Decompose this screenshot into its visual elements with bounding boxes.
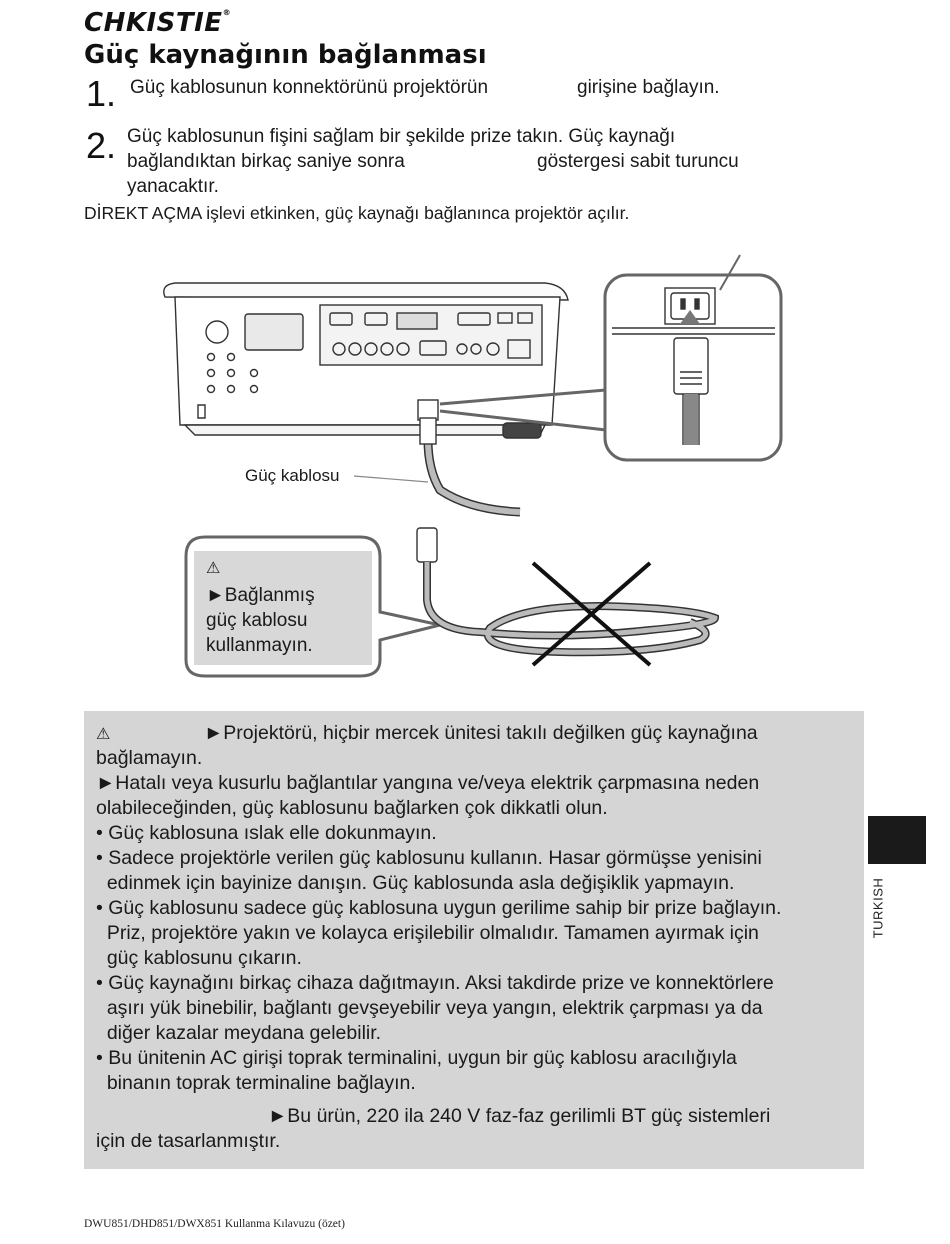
step-2-line-1: Güç kablosunun fişini sağlam bir şekilde prize takın. Güç kaynağı: [127, 126, 676, 147]
warning-line-8: • Güç kablosunu sadece güç kablosuna uygun gerilime sahip bir prize bağlayın.: [96, 897, 782, 919]
warning-icon: ⚠: [96, 726, 111, 743]
page-title: Güç kaynağının bağlanması: [84, 40, 487, 70]
warning-line-7: edinmek için bayinize danışın. Güç kablosunda asla değişiklik yapmayın.: [96, 872, 735, 894]
language-side-text: TURKISH: [870, 877, 886, 939]
registered-mark: ®: [222, 8, 232, 17]
brand-logo-text: CHKISTIE: [84, 8, 223, 38]
warning-line-3: ►Hatalı veya kusurlu bağlantılar yangına ve/veya elektrik çarpmasına neden: [96, 772, 760, 794]
brand-logo: [84, 8, 231, 38]
warning-line-10: güç kablosunu çıkarın.: [96, 947, 302, 969]
warning-line-13: diğer kazalar meydana gelebilir.: [96, 1022, 382, 1044]
projector-rear-drawing: [164, 283, 568, 438]
step-2-line-3: yanacaktır.: [127, 176, 219, 197]
warning-line-4: olabileceğinden, güç kablosunu bağlarken çok dikkatli olun.: [96, 797, 608, 819]
callout-warning-icon: ⚠: [206, 560, 221, 577]
warning-line-5: • Güç kablosuna ıslak elle dokunmayın.: [96, 822, 437, 844]
warning-line-12: aşırı yük binebilir, bağlantı gevşeyebilir veya yangın, elektrik çarpması ya da: [96, 997, 763, 1019]
cable-label-leader: [354, 476, 428, 482]
chapter-tab: [868, 816, 926, 864]
direct-on-note: DİREKT AÇMA işlevi etkinken, güç kaynağı bağlanınca projektör açılır.: [84, 203, 630, 223]
step-2-line-2b: göstergesi sabit turuncu: [537, 151, 739, 172]
callout-line-3: kullanmayın.: [206, 635, 313, 656]
warning-line-17: için de tasarlanmıştır.: [96, 1130, 281, 1152]
step-1-number: 1.: [86, 73, 117, 114]
page-footer: DWU851/DHD851/DWX851 Kullanma Kılavuzu (özet): [84, 1218, 345, 1230]
warning-line-9: Priz, projektöre yakın ve kolayca erişilebilir olmalıdır. Tamamen ayırmak için: [96, 922, 759, 944]
callout-line-2: güç kablosu: [206, 610, 308, 631]
step-1-text-a: Güç kablosunun konnektörünü projektörün: [130, 77, 489, 98]
language-side-label: [866, 868, 890, 948]
warning-line-6: • Sadece projektörle verilen güç kablosunu kullanın. Hasar görmüşse yenisini: [96, 847, 762, 869]
bundled-cable-drawing: [417, 528, 715, 665]
warning-line-1: ►Projektörü, hiçbir mercek ünitesi takılı değilken güç kaynağına: [204, 722, 758, 744]
warning-line-14: • Bu ünitenin AC girişi toprak terminalini, uygun bir güç kablosu aracılığıyla: [96, 1047, 737, 1069]
warning-line-15: binanın toprak terminaline bağlayın.: [96, 1072, 416, 1094]
step-2-line-2a: bağlandıktan birkaç saniye sonra: [127, 151, 405, 172]
step-2-number: 2.: [86, 125, 117, 166]
power-connection-illustration: [0, 240, 950, 710]
power-cable-label: Güç kablosu: [245, 466, 340, 485]
warning-line-11: • Güç kaynağını birkaç cihaza dağıtmayın. Aksi takdirde prize ve konnektörlere: [96, 972, 774, 994]
step-1-text-b: girişine bağlayın.: [577, 77, 720, 98]
warning-box: [84, 711, 864, 1169]
callout-line-1: ►Bağlanmış: [206, 585, 315, 606]
warning-line-2: bağlamayın.: [96, 747, 203, 769]
warning-line-16: ►Bu ürün, 220 ila 240 V faz-faz gerilimli BT güç sistemleri: [268, 1105, 771, 1127]
